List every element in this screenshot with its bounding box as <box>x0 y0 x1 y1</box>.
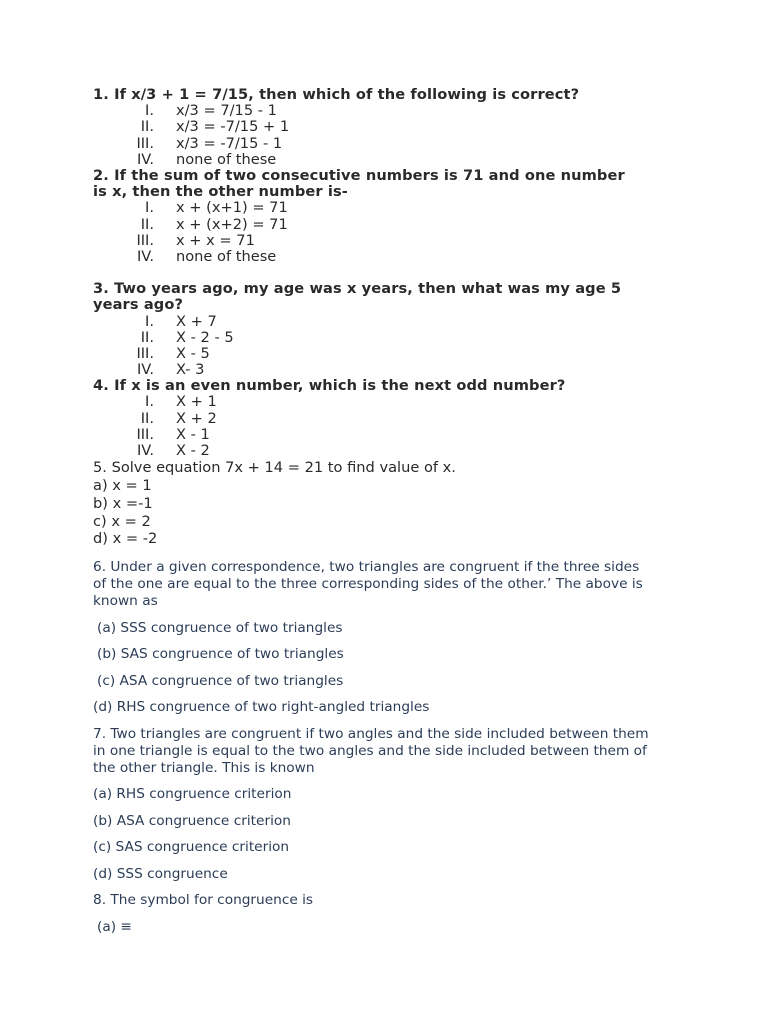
question-2-line-2: is x, then the other number is- <box>93 183 348 201</box>
option: IV. none of these <box>136 247 277 265</box>
question-5: 5. Solve equation 7x + 14 = 21 to find value of x. <box>93 459 456 477</box>
question-7-line-1: 7. Two triangles are congruent if two angles and the side included between them <box>93 725 649 742</box>
question-4: 4. If x is an even number, which is the next odd number? <box>93 377 566 395</box>
option: III. x/3 = -7/15 - 1 <box>136 134 283 152</box>
option: IV. X- 3 <box>136 361 205 379</box>
question-4-options <box>93 394 683 459</box>
question-1: 1. If x/3 + 1 = 7/15, then which of the following is correct? <box>93 86 580 103</box>
question-3 <box>93 281 683 313</box>
question-6-line-3: known as <box>93 593 158 609</box>
question-3-line-1: 3. Two years ago, my age was x years, then what was my age 5 <box>93 280 622 298</box>
option: (a) SSS congruence of two triangles <box>97 619 343 636</box>
question-2 <box>93 168 683 200</box>
option: II. X - 2 - 5 <box>140 328 234 346</box>
question-6-line-1: 6. Under a given correspondence, two triangles are congruent if the three sides <box>93 559 640 575</box>
question-2-line-1: 2. If the sum of two consecutive numbers is 71 and one number <box>93 166 625 184</box>
option: I. X + 1 <box>145 393 217 411</box>
question-2-options <box>93 200 683 265</box>
option: (d) SSS congruence <box>93 865 228 882</box>
option: a) x = 1 <box>93 477 152 495</box>
option: I. x + (x+1) = 71 <box>145 199 288 217</box>
question-8: 8. The symbol for congruence is <box>93 892 314 908</box>
option: I. x/3 = 7/15 - 1 <box>145 102 277 120</box>
option: III. X - 5 <box>136 344 210 362</box>
option: III. X - 1 <box>136 425 210 443</box>
question-7 <box>93 726 683 777</box>
question-3-line-2: years ago? <box>93 296 184 314</box>
option: d) x = -2 <box>93 530 158 548</box>
option: II. x/3 = -7/15 + 1 <box>140 118 290 136</box>
question-3-options <box>93 314 683 379</box>
option: c) x = 2 <box>93 512 151 530</box>
question-7-line-3: the other triangle. This is known <box>93 759 315 776</box>
option: III. x + x = 71 <box>136 231 255 249</box>
option: IV. X - 2 <box>136 442 210 460</box>
question-1-options <box>93 103 683 168</box>
question-6 <box>93 559 683 610</box>
option: (a) RHS congruence criterion <box>93 786 292 802</box>
question-6-line-2: of the one are equal to the three corresponding sides of the other.’ The above is <box>93 576 643 592</box>
option: (c) SAS congruence criterion <box>93 839 290 855</box>
questions-section-1 <box>93 87 683 548</box>
option: I. X + 7 <box>145 312 217 330</box>
option: b) x =-1 <box>93 494 153 512</box>
option: IV. none of these <box>136 150 277 168</box>
option: (a) ≡ <box>97 918 132 935</box>
option: II. X + 2 <box>140 409 217 427</box>
option: (b) ASA congruence criterion <box>93 812 291 829</box>
option: II. x + (x+2) = 71 <box>140 215 288 233</box>
option: (c) ASA congruence of two triangles <box>97 672 344 689</box>
option: (b) SAS congruence of two triangles <box>97 646 344 662</box>
spacer <box>93 265 683 281</box>
questions-section-2 <box>93 559 683 945</box>
option: (d) RHS congruence of two right-angled triangles <box>93 699 430 715</box>
question-7-line-2: in one triangle is equal to the two angles and the side included between them of <box>93 742 647 759</box>
